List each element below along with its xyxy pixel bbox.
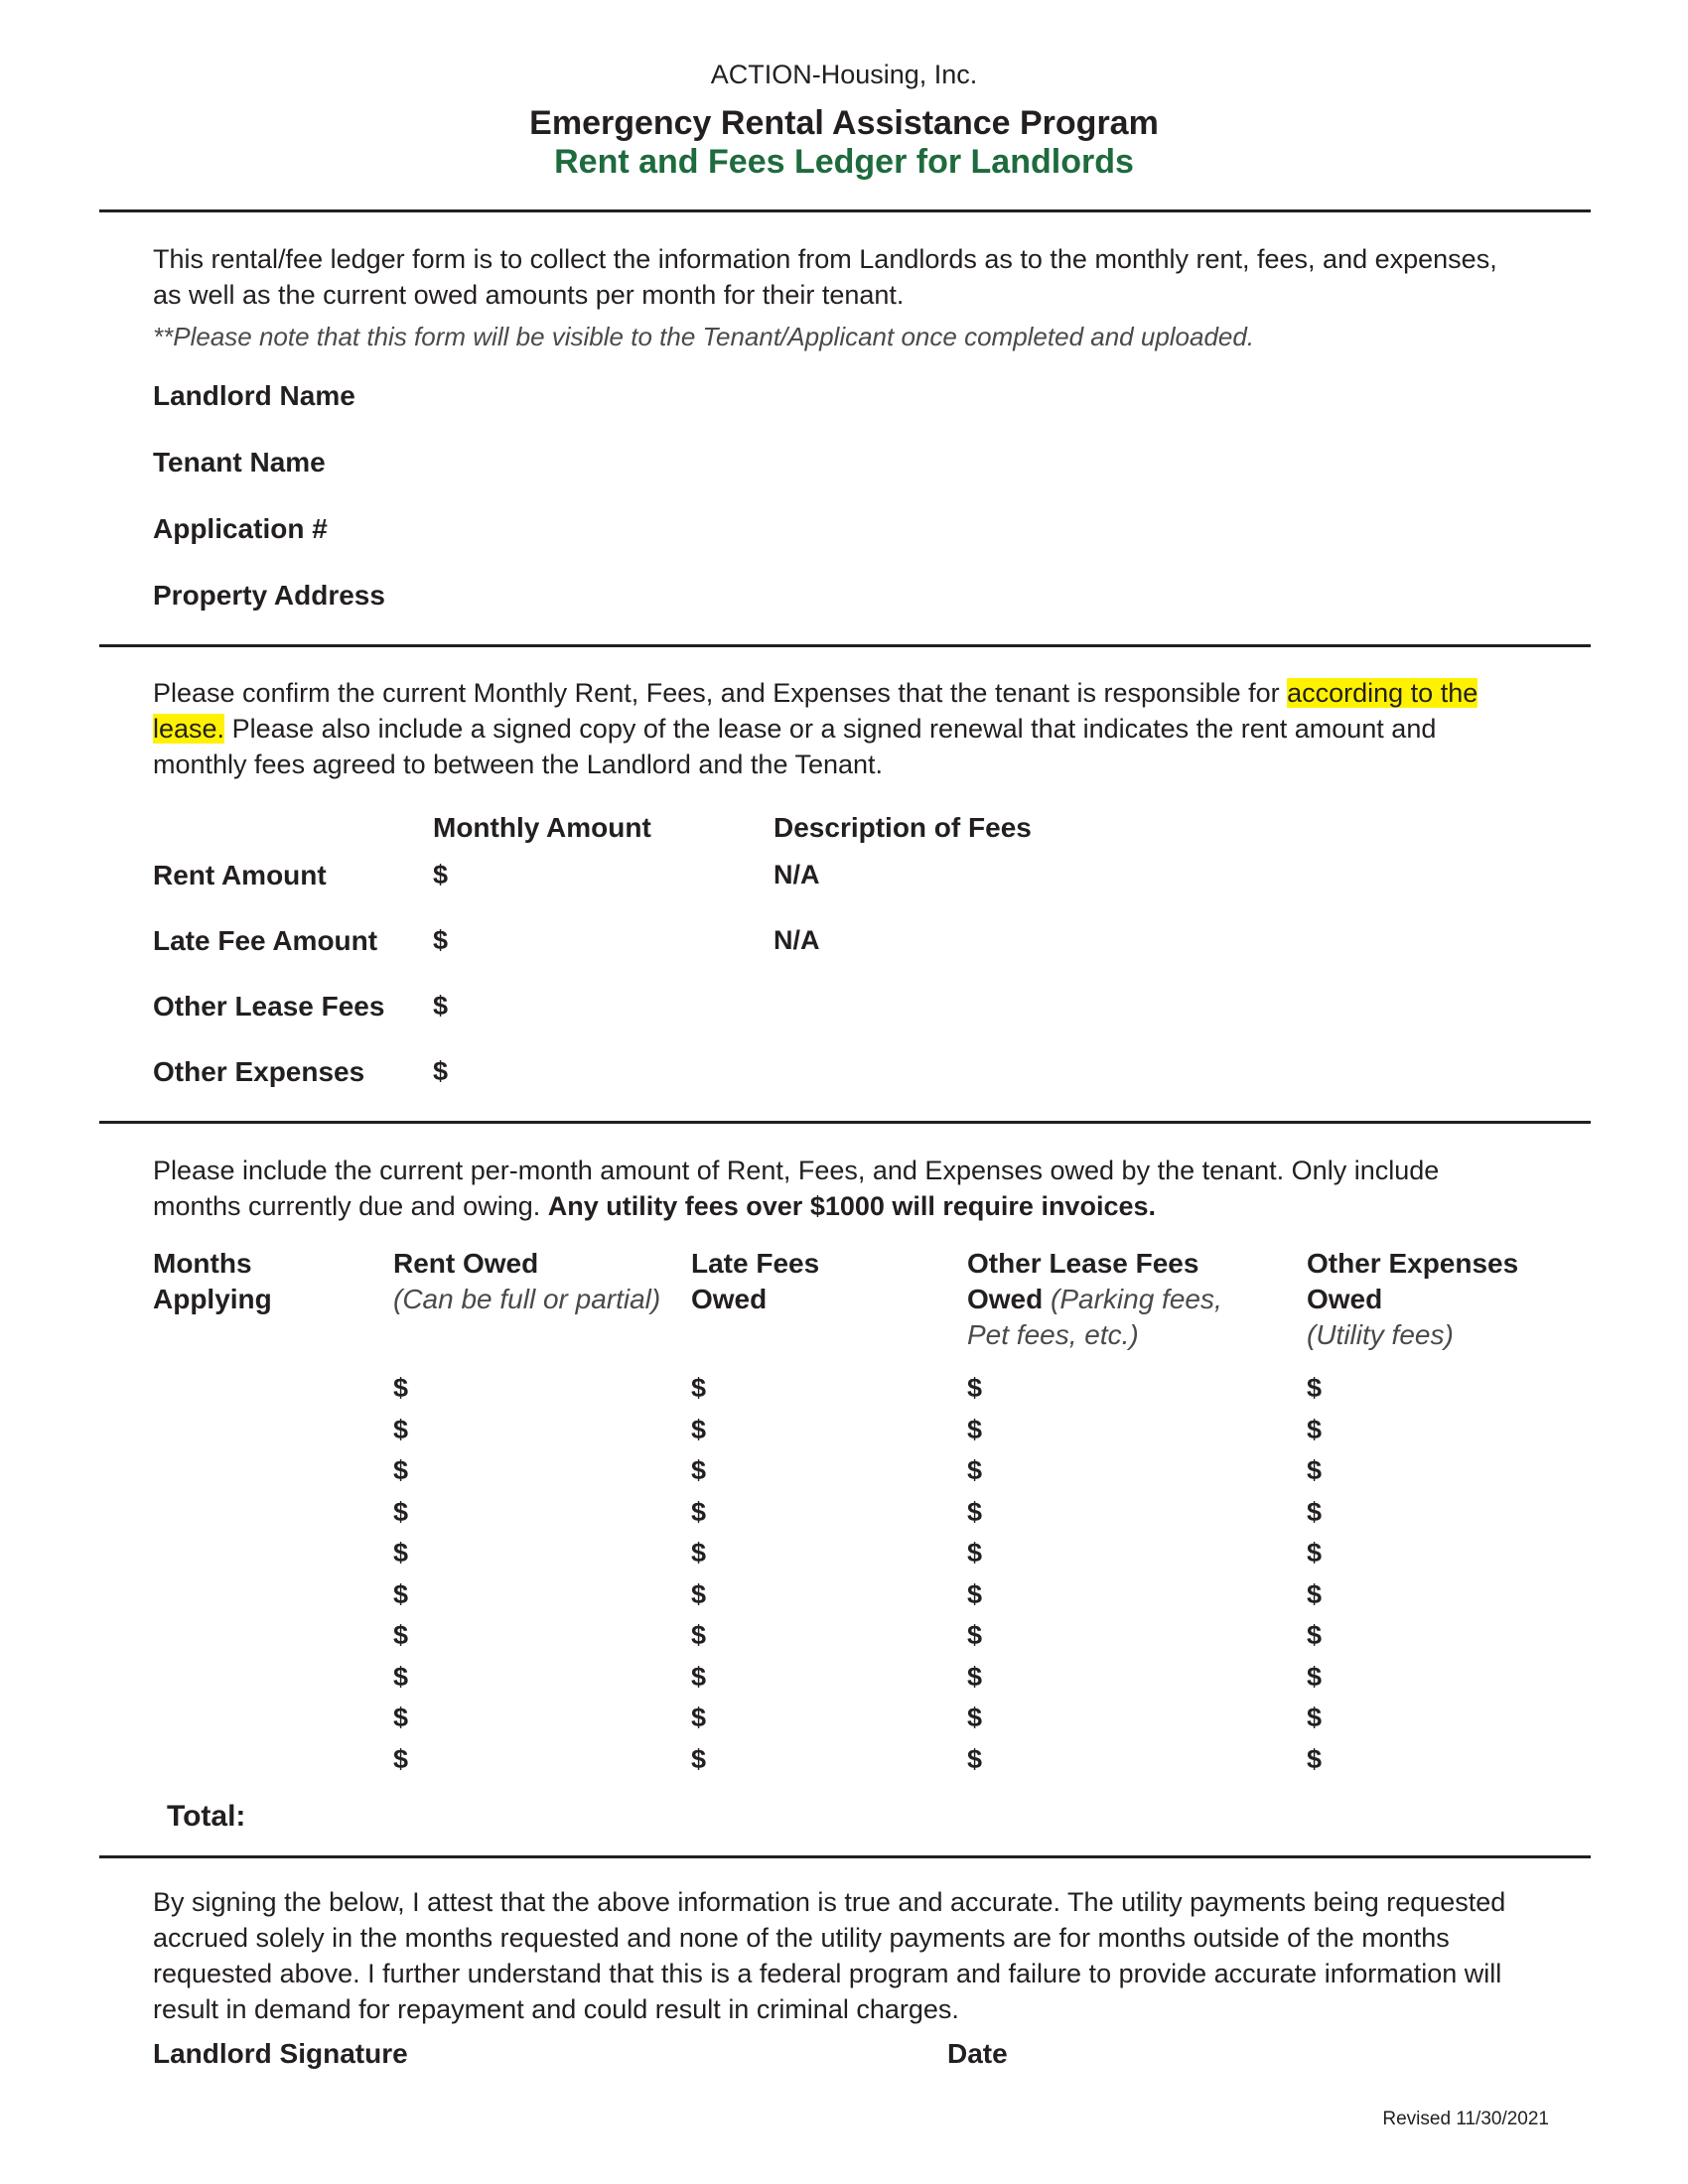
organization-name: ACTION-Housing, Inc. <box>710 60 978 89</box>
rent-owed-dollar: $ <box>393 1578 409 1609</box>
other-lease-fees-owed-header <box>967 1246 1222 1353</box>
monthly-amount-dollar: $ <box>433 991 449 1021</box>
attestation-text: By signing the below, I attest that the above information is true and accurate. The utility payments being requested accrued solely in the months requested and none of the utility payments are for months outside of the months requested above. I further understand that this is a federal program and failure to provide accurate information will result in demand for repayment and could result in criminal charges. <box>153 1887 1506 2024</box>
landlord-name-label: Landlord Name <box>153 380 355 411</box>
fee-description: N/A <box>774 925 820 955</box>
monthly-row-label: Late Fee Amount <box>153 925 378 956</box>
other-expenses-owed-dollar: $ <box>1307 1578 1323 1609</box>
other-expenses-header-line1: Other Expenses <box>1307 1248 1519 1279</box>
rent-owed-dollar: $ <box>393 1743 409 1774</box>
other-lease-fees-owed-dollar: $ <box>967 1414 983 1444</box>
late-fees-owed-header <box>691 1246 819 1317</box>
other-expenses-owed-dollar: $ <box>1307 1538 1323 1568</box>
description-of-fees-header: Description of Fees <box>774 812 1032 843</box>
rent-owed-dollar: $ <box>393 1373 409 1403</box>
rent-owed-dollar: $ <box>393 1620 409 1650</box>
intro-text: This rental/fee ledger form is to collect the information from Landlords as to the monthly rent, fees, and expenses, as well as the current owed amounts per month for their tenant. <box>153 244 1497 310</box>
late-fees-owed-dollar: $ <box>691 1373 707 1403</box>
monthly-amount-header: Monthly Amount <box>433 812 651 843</box>
rent-owed-dollar: $ <box>393 1661 409 1692</box>
monthly-row-label: Rent Amount <box>153 860 327 890</box>
divider <box>99 209 1591 212</box>
owed-text-bold: Any utility fees over $1000 will require invoices. <box>547 1191 1156 1221</box>
other-expenses-owed-dollar: $ <box>1307 1373 1323 1403</box>
late-fees-owed-dollar: $ <box>691 1414 707 1444</box>
monthly-amount-dollar: $ <box>433 1056 449 1086</box>
rent-owed-dollar: $ <box>393 1455 409 1485</box>
late-fees-owed-dollar: $ <box>691 1620 707 1650</box>
other-expenses-owed-dollar: $ <box>1307 1661 1323 1692</box>
other-expenses-header-sub: (Utility fees) <box>1307 1319 1454 1350</box>
late-fees-header-line2: Owed <box>691 1284 768 1314</box>
other-lease-fees-header-line2: Owed <box>967 1284 1044 1314</box>
other-lease-fees-owed-dollar: $ <box>967 1578 983 1609</box>
rent-owed-header-line1: Rent Owed <box>393 1248 539 1279</box>
divider <box>99 1121 1591 1124</box>
confirm-text-part1: Please confirm the current Monthly Rent, Fees, and Expenses that the tenant is responsible for <box>153 678 1288 708</box>
other-lease-fees-owed-dollar: $ <box>967 1373 983 1403</box>
other-expenses-owed-dollar: $ <box>1307 1703 1323 1732</box>
other-lease-fees-header-sub1: (Parking fees, <box>1043 1284 1222 1314</box>
rent-owed-header-sub: (Can be full or partial) <box>393 1284 661 1314</box>
months-applying-header-line1: Months <box>153 1248 252 1279</box>
form-subtitle: Rent and Fees Ledger for Landlords <box>554 143 1134 181</box>
other-lease-fees-owed-dollar: $ <box>967 1661 983 1692</box>
months-applying-header <box>153 1246 272 1317</box>
monthly-amount-dollar: $ <box>433 860 449 889</box>
other-expenses-owed-header <box>1307 1246 1518 1353</box>
other-expenses-owed-dollar: $ <box>1307 1414 1323 1444</box>
other-lease-fees-owed-dollar: $ <box>967 1743 983 1774</box>
rent-owed-dollar: $ <box>393 1496 409 1527</box>
late-fees-owed-dollar: $ <box>691 1538 707 1568</box>
visibility-note: **Please note that this form will be visible to the Tenant/Applicant once completed and uploaded. <box>153 322 1255 351</box>
monthly-row-label: Other Lease Fees <box>153 991 385 1022</box>
divider <box>99 1855 1591 1858</box>
total-label: Total: <box>167 1800 246 1833</box>
other-lease-fees-owed-dollar: $ <box>967 1455 983 1485</box>
late-fees-header-line1: Late Fees <box>691 1248 820 1279</box>
late-fees-owed-dollar: $ <box>691 1661 707 1692</box>
rent-owed-dollar: $ <box>393 1414 409 1444</box>
application-number-label: Application # <box>153 513 328 544</box>
other-expenses-owed-dollar: $ <box>1307 1455 1323 1485</box>
fee-description: N/A <box>774 860 820 889</box>
other-expenses-header-line2: Owed <box>1307 1284 1383 1314</box>
rent-owed-dollar: $ <box>393 1703 409 1732</box>
late-fees-owed-dollar: $ <box>691 1496 707 1527</box>
rent-owed-dollar: $ <box>393 1538 409 1568</box>
confirm-text <box>153 675 1523 782</box>
other-lease-fees-owed-dollar: $ <box>967 1496 983 1527</box>
date-label: Date <box>947 2038 1008 2069</box>
confirm-text-part2: Please also include a signed copy of the lease or a signed renewal that indicates the rent amount and monthly fees agreed to between the Landlord and the Tenant. <box>153 714 1437 779</box>
late-fees-owed-dollar: $ <box>691 1743 707 1774</box>
property-address-label: Property Address <box>153 580 385 611</box>
tenant-name-label: Tenant Name <box>153 447 326 478</box>
highlighted-text: according to the lease. <box>153 678 1478 744</box>
landlord-signature-label: Landlord Signature <box>153 2038 408 2069</box>
monthly-amount-dollar: $ <box>433 925 449 955</box>
revision-date: Revised 11/30/2021 <box>1382 2109 1549 2129</box>
owed-text-main: Please include the current per-month amount of Rent, Fees, and Expenses owed by the tenant. Only include months currently due and owing. <box>153 1156 1440 1221</box>
other-lease-fees-header-line1: Other Lease Fees <box>967 1248 1199 1279</box>
other-lease-fees-header-sub2: Pet fees, etc.) <box>967 1319 1139 1350</box>
other-lease-fees-owed-dollar: $ <box>967 1620 983 1650</box>
other-expenses-owed-dollar: $ <box>1307 1620 1323 1650</box>
other-lease-fees-owed-dollar: $ <box>967 1538 983 1568</box>
other-expenses-owed-dollar: $ <box>1307 1743 1323 1774</box>
monthly-row-label: Other Expenses <box>153 1056 365 1087</box>
form-title: Emergency Rental Assistance Program <box>529 104 1159 142</box>
late-fees-owed-dollar: $ <box>691 1455 707 1485</box>
late-fees-owed-dollar: $ <box>691 1578 707 1609</box>
other-expenses-owed-dollar: $ <box>1307 1496 1323 1527</box>
owed-text <box>153 1153 1523 1224</box>
rent-owed-header <box>393 1246 660 1317</box>
other-lease-fees-owed-dollar: $ <box>967 1703 983 1732</box>
divider <box>99 644 1591 647</box>
late-fees-owed-dollar: $ <box>691 1703 707 1732</box>
months-applying-header-line2: Applying <box>153 1284 272 1314</box>
